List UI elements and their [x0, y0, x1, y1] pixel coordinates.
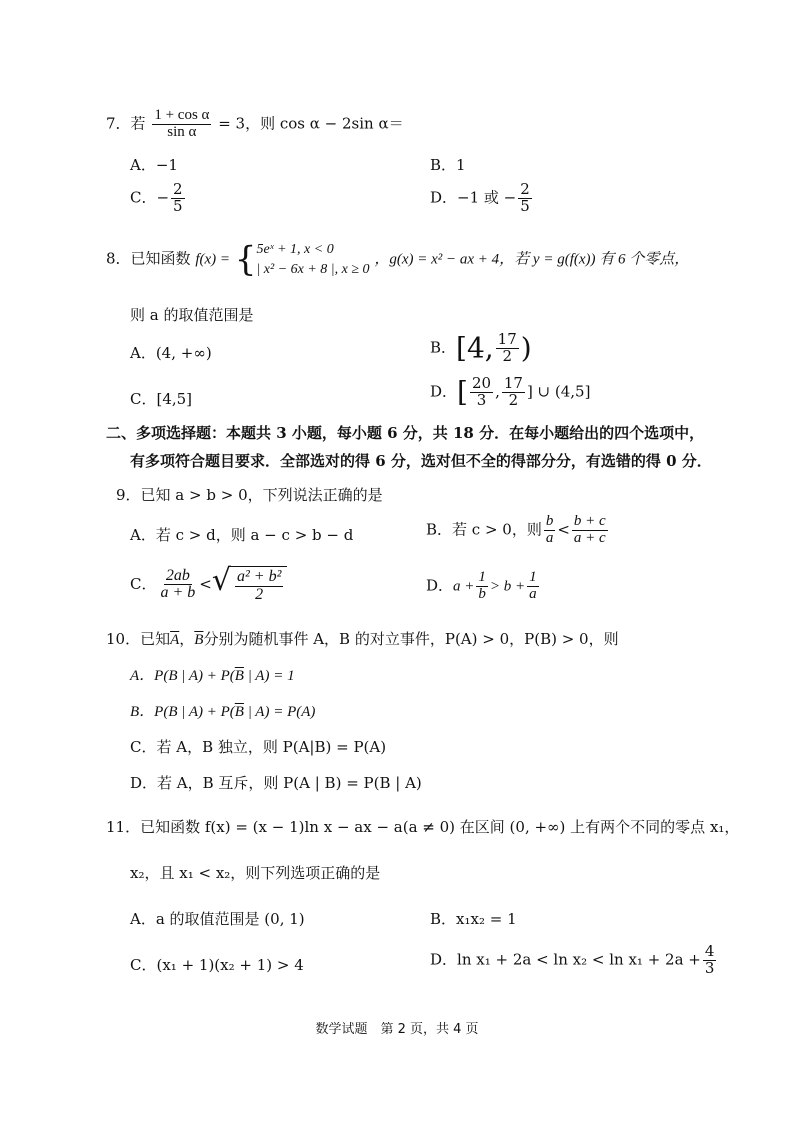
q8-brace: { — [234, 239, 257, 280]
q8-line2: 则 a 的取值范围是 — [130, 306, 254, 324]
q10-bbar: $\overline{B}$ — [194, 632, 204, 648]
q9-option-c — [130, 563, 287, 604]
q8-d-left: [ — [457, 375, 468, 409]
q8-option-c: C．[4,5] — [130, 390, 193, 408]
q10-a-bar: $\overline{B}$ — [234, 668, 244, 684]
q8-b-den: 2 — [502, 346, 512, 365]
q9-c-sqrt-body — [231, 566, 287, 604]
q10-stem-prefix: 10．已知 — [106, 630, 171, 648]
section2-line2: 有多项符合题目要求．全部选对的得 6 分，选对但不全的得部分分，有选错的得 0 分． — [130, 452, 712, 470]
q8-piecewise — [256, 240, 369, 279]
q11-d-num: 4 — [704, 942, 715, 960]
q10-b-bar: $\overline{B}$ — [234, 704, 244, 720]
q9-option-d — [426, 570, 541, 603]
q9-d-fraction1 — [476, 570, 488, 603]
q10-b-post: | A) = P(A) — [243, 704, 316, 720]
q9-option-a: A．若 c > d，则 a − c > b − d — [130, 526, 354, 544]
q11-d-den: 3 — [704, 958, 715, 977]
q9-d-num1: 1 — [478, 569, 486, 585]
q7-stem-eq: = 3 — [218, 114, 246, 133]
q9-d-den1: b — [478, 585, 486, 602]
q7-fraction — [152, 108, 211, 141]
q9-d-a: a + — [453, 578, 475, 595]
q9-option-b — [426, 514, 610, 547]
q7-c-fraction — [171, 182, 185, 215]
q9-c-den: a + b — [160, 584, 196, 602]
q8-d-label: D． — [430, 382, 458, 401]
q9-d-label: D． — [426, 576, 454, 595]
q8-b-fraction — [496, 332, 519, 365]
q9-d-fraction2 — [527, 570, 539, 603]
q9-c-rad-num: a² + b² — [236, 568, 282, 585]
q10-b-pre: B．P(B | A) + P( — [130, 704, 235, 720]
q11-line1: 11．已知函数 f(x) = (x − 1)ln x − ax − a(a ≠ 0) 在区间 (0, +∞) 上有两个不同的零点 x₁， — [106, 818, 740, 836]
q9-d-den2: a — [529, 585, 537, 602]
q11-option-c: C．(x₁ + 1)(x₂ + 1) > 4 — [130, 956, 304, 974]
q9-b-fraction1 — [544, 514, 556, 547]
q7-c-num: 2 — [173, 180, 183, 198]
q7-option-b: B．1 — [430, 156, 466, 174]
q9-c-rad-den: 2 — [255, 585, 264, 603]
q9-c-rad-fraction — [235, 569, 283, 604]
q7-d-num: 2 — [520, 180, 530, 198]
q7-option-c — [130, 182, 187, 215]
q8-case1: 5eˣ + 1, x < 0 — [256, 242, 334, 257]
q9-stem: 9．已知 a > b > 0，下列说法正确的是 — [116, 486, 383, 504]
section2-line1: 二、多项选择题：本题共 3 小题，每小题 6 分，共 18 分．在每小题给出的四个选项中， — [106, 424, 705, 442]
q8-d-right: ] ∪ (4,5] — [526, 382, 591, 401]
q8-case2: | x² − 6x + 8 |, x ≥ 0 — [256, 261, 370, 277]
q9-b-den1: a — [545, 529, 554, 546]
q9-c-num: 2ab — [165, 566, 190, 584]
q10-a-pre: A．P(B | A) + P( — [130, 668, 235, 684]
q11-d-fraction — [703, 944, 717, 977]
q8-b-right: ) — [520, 331, 532, 365]
page-footer: 数学试题 第 2 页，共 4 页 — [315, 1022, 479, 1037]
q9-d-gt: > b + — [489, 578, 526, 595]
q9-c-sqrt — [211, 563, 288, 604]
sqrt-radical-icon: √ — [211, 563, 231, 598]
q7-c-den: 5 — [173, 196, 183, 215]
q8-b-label: B． — [430, 338, 457, 357]
q10-option-c: C．若 A，B 独立，则 P(A|B) = P(A) — [130, 738, 387, 756]
q8-fx: f(x) = — [195, 251, 231, 268]
q11-option-b: B．x₁x₂ = 1 — [430, 910, 517, 928]
q8-option-d — [430, 376, 590, 409]
q8-d-den1: 3 — [476, 390, 487, 409]
q7-frac-den: sin α — [167, 123, 197, 140]
q8-d-num2: 17 — [503, 374, 523, 392]
q11-option-a: A．a 的取值范围是 (0, 1) — [130, 910, 305, 928]
q8-d-fraction1 — [470, 376, 493, 409]
q8-stem-mid: ，g(x) = x² − ax + 4，若 y = g(f(x)) 有 6 个零点， — [374, 251, 690, 268]
q8-d-num1: 20 — [471, 374, 492, 392]
q9-b-lt: < — [557, 520, 570, 539]
q10-abar: $\overline{A}$ — [170, 632, 180, 648]
q8-b-left: [4, — [456, 331, 494, 365]
q8-d-den2: 2 — [508, 390, 519, 409]
q9-c-lt: < — [199, 574, 212, 593]
q9-c-label: C． — [130, 574, 157, 593]
q8-d-fraction2 — [502, 376, 525, 409]
q7-frac-num: 1 + cos α — [154, 107, 210, 123]
q7-stem — [106, 108, 404, 141]
q7-d-fraction — [518, 182, 532, 215]
q8-stem — [106, 240, 689, 279]
q11-d-label: D．ln x₁ + 2a < ln x₂ < ln x₁ + 2a + — [430, 950, 701, 969]
q8-option-a: A．(4, +∞) — [130, 344, 212, 362]
q8-b-num: 17 — [497, 330, 517, 348]
q9-c-fraction — [158, 568, 197, 603]
q10-option-d: D．若 A，B 互斥，则 P(A | B) = P(B | A) — [130, 774, 422, 792]
q8-d-comma: , — [495, 382, 500, 401]
q10-option-b — [130, 700, 315, 721]
q11-option-d — [430, 944, 718, 977]
q9-d-num2: 1 — [529, 569, 537, 585]
q8-option-b — [430, 332, 532, 365]
q7-stem-prefix: 7．若 — [106, 114, 146, 133]
q10-a-post: | A) = 1 — [243, 668, 295, 684]
q9-b-fraction2 — [572, 514, 608, 547]
q9-b-num1: b — [545, 513, 554, 529]
q7-stem-suffix: ，则 cos α − 2sin α＝ — [245, 114, 404, 133]
q11-line2: x₂，且 x₁ < x₂，则下列选项正确的是 — [130, 864, 381, 882]
q7-d-den: 5 — [520, 196, 530, 215]
q10-stem — [106, 628, 619, 649]
q9-b-num2: b + c — [573, 513, 606, 529]
q9-b-den2: a + c — [573, 529, 606, 546]
q7-d-label: D．−1 或 − — [430, 188, 517, 207]
q7-c-label: C．− — [130, 188, 170, 207]
q7-option-d — [430, 182, 534, 215]
q7-option-a: A．−1 — [130, 156, 178, 174]
q10-option-a — [130, 664, 295, 685]
q10-sep: ， — [179, 630, 195, 648]
q8-stem-prefix: 8．已知函数 — [106, 249, 191, 268]
q10-stem-suffix: 分别为随机事件 A，B 的对立事件，P(A) > 0，P(B) > 0，则 — [203, 630, 619, 648]
q9-b-label: B．若 c > 0，则 — [426, 520, 542, 539]
